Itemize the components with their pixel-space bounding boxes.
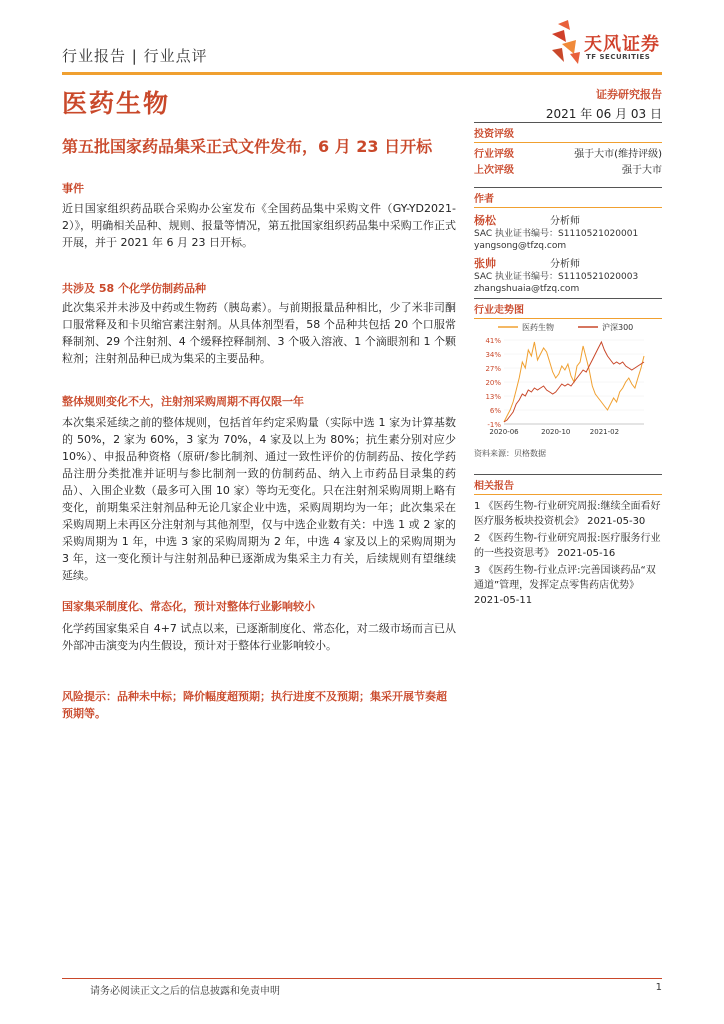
event-text: 近日国家组织药品联合采购办公室发布《全国药品集中采购文件（GY-YD2021-2）》，明确相关品种、规则、报量等情况，第五批国家组织药品集中采购工作正式开展，并于 2021 年 6 月 23 日开标。 (62, 202, 456, 249)
industry-rating-row (474, 147, 662, 163)
x-tick-label: 2020-10 (541, 428, 571, 436)
last-rating-row (474, 163, 662, 179)
author-title: 分析师 (550, 216, 580, 227)
related-section (474, 474, 662, 608)
y-tick-label: 34% (485, 351, 501, 359)
last-rating-value: 强于大市 (622, 165, 662, 176)
industry-rating-value: 强于大市(维持评级) (574, 149, 662, 160)
x-tick-label: 2021-02 (589, 428, 620, 436)
section2-heading: 整体规则变化不大，注射剂采购周期不再仅限一年 (62, 395, 304, 408)
trend-section (474, 298, 662, 319)
author-2 (474, 255, 662, 271)
section1-heading: 共涉及 58 个化学仿制药品种 (62, 282, 206, 295)
logo-mark-icon (552, 20, 580, 64)
author-sac: SAC 执业证书编号：S1110521020003 (474, 272, 639, 282)
legend-label: 医药生物 (522, 323, 554, 332)
industry-trend-chart (474, 318, 662, 444)
section1-text: 此次集采并未涉及中药或生物药（胰岛素）。与前期报量品种相比，少了米非司酮口服常释及和卡贝缩宫素注射剂。从具体剂型看，58 个品种共包括 20 个口服常释制剂、29 个注射剂、4 个缓释控释制剂、3 个吸入溶液、1 个滴眼剂和 1 个颗粒剂；注射剂品种已成为集采的主要品种。 (62, 301, 456, 365)
industry-rating-label: 行业评级 (474, 149, 514, 160)
related-report-1[interactable]: 1 《医药生物-行业研究周报:继续全面看好医疗服务板块投资机会》 2021-05-30 (474, 501, 661, 527)
footer-divider (62, 978, 662, 979)
related-heading: 相关报告 (474, 474, 662, 495)
y-tick-label: -1% (487, 421, 501, 429)
authors-section (474, 187, 662, 295)
trend-heading: 行业走势图 (474, 298, 662, 319)
author-name: 张帅 (474, 257, 496, 270)
section3-text: 化学药国家集采自 4+7 试点以来，已逐渐制度化、常态化，对二级市场而言已从外部冲击演变为内生假设，预计对于整体行业影响较小。 (62, 622, 456, 652)
brand-name-en: TF SECURITIES (586, 53, 651, 61)
related-report-2[interactable]: 2 《医药生物-行业研究周报:医疗服务行业的一些投资思考》 2021-05-16 (474, 533, 661, 559)
rating-heading: 投资评级 (474, 122, 662, 143)
x-tick-label: 2020-06 (489, 428, 519, 436)
author-name: 杨松 (474, 214, 496, 227)
author-1 (474, 212, 662, 228)
rating-section (474, 122, 662, 179)
report-category: 行业报告 | 行业点评 (62, 47, 208, 65)
y-tick-label: 6% (489, 407, 501, 415)
brand-name-cn: 天风证券 (584, 34, 660, 55)
last-rating-label: 上次评级 (474, 165, 514, 176)
author-sac: SAC 执业证书编号：S1110521020001 (474, 229, 639, 239)
event-heading: 事件 (62, 182, 84, 195)
chart-source: 资料来源：贝格数据 (474, 449, 546, 458)
report-type: 证券研究报告 (596, 88, 662, 101)
sector-title: 医药生物 (62, 89, 171, 118)
page-number: 1 (655, 982, 662, 993)
risk-warning: 风险提示：品种未中标；降价幅度超预期；执行进度不及预期；集采开展节奏超预期等。 (62, 690, 447, 720)
legend-label: 沪深300 (602, 323, 634, 332)
page-title: 第五批国家药品集采正式文件发布，6 月 23 日开标 (62, 137, 433, 156)
report-date: 2021 年 06 月 03 日 (545, 107, 662, 121)
y-tick-label: 27% (485, 365, 501, 373)
y-tick-label: 41% (485, 337, 501, 345)
related-report-3[interactable]: 3 《医药生物-行业点评:完善国谈药品“双通道”管理，发挥定点零售药店优势》 2021-05-11 (474, 565, 656, 606)
footer-disclaimer: 请务必阅读正文之后的信息披露和免责申明 (90, 986, 280, 997)
author-title: 分析师 (550, 259, 580, 270)
author-email[interactable]: yangsong@tfzq.com (474, 241, 567, 251)
section3-heading: 国家集采制度化、常态化，预计对整体行业影响较小 (62, 600, 315, 613)
y-tick-label: 20% (485, 379, 501, 387)
authors-heading: 作者 (474, 187, 662, 208)
section2-text: 本次集采延续之前的整体规则，包括首年约定采购量（实际中选 1 家为计算基数的 50%，2 家为 60%，3 家为 70%，4 家及以上为 80%；抗生素分别对应少 10%）、申报品种资格（原研/参比制剂、通过一致性评价的仿制药品、按化学药品注册分类批准并证明与参比制剂一致的仿制药品、纳入上市药品目录集的药品）、入围企业数（最多可入围 10 家）等均无变化。只在注射剂采购周期上略有变化，前期集采注射剂品种无论几家企业中选，采购周期均为一年；此次集采在采购周期上未再区分注射剂与其他剂型，仅与中选企业数有关：中选 1 或 2 家的采购周期为 1 年，中选 3 家的采购周期为 2 年，中选 4 家及以上的采购周期为 3 年，这一变化预计与注射剂品种已逐渐成为集采主力有关，后续规则有望继续延续。 (62, 416, 456, 582)
header-divider (62, 72, 662, 75)
author-email[interactable]: zhangshuaia@tfzq.com (474, 284, 580, 294)
y-tick-label: 13% (485, 393, 501, 401)
